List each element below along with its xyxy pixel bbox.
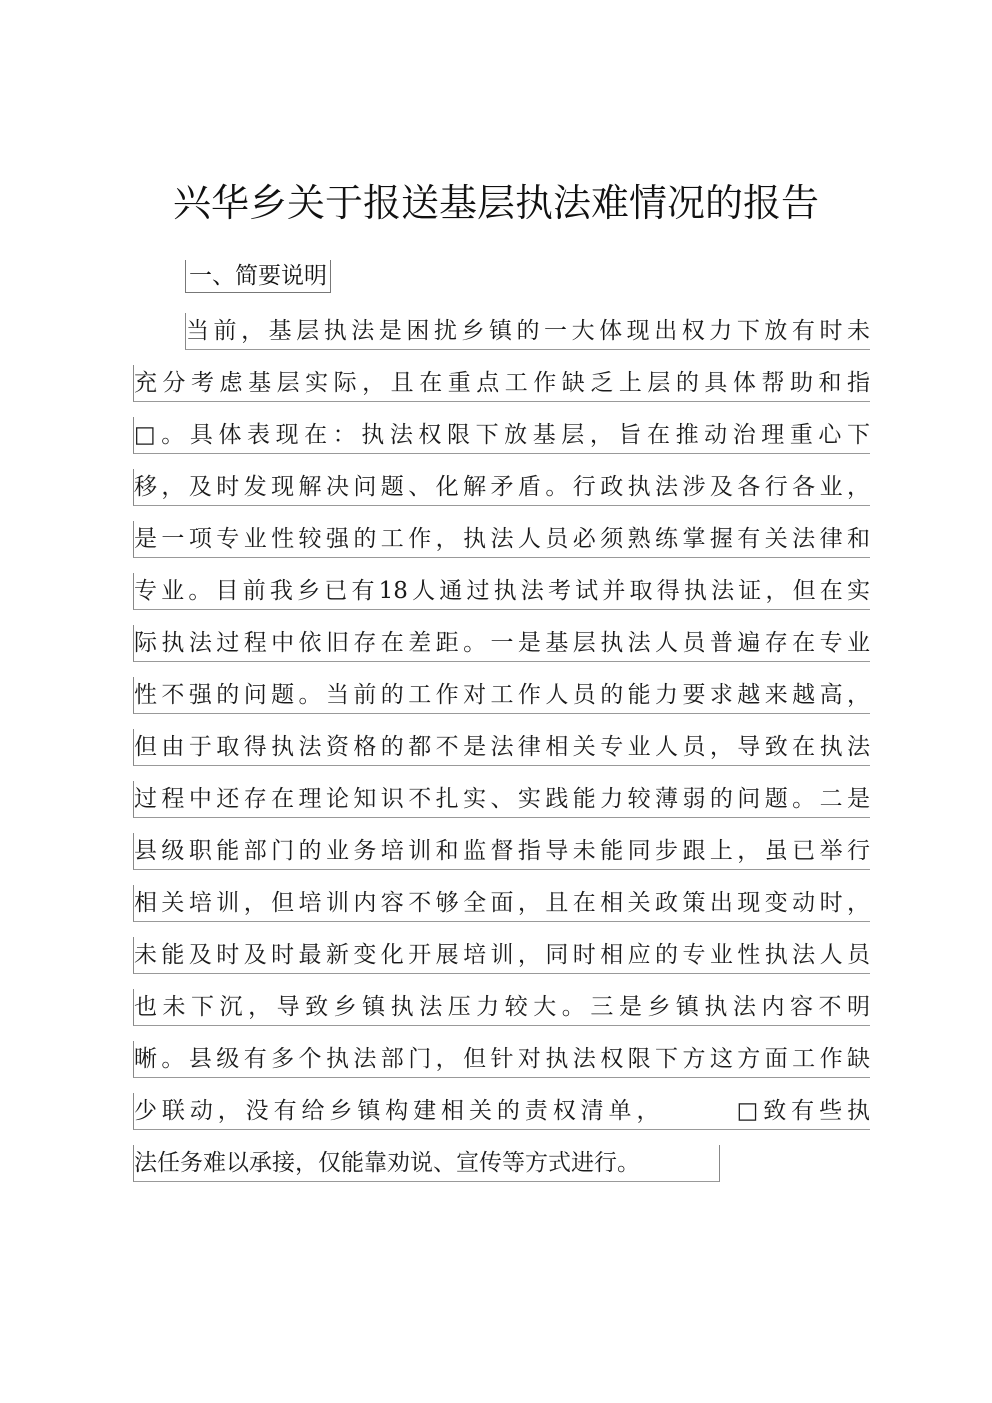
text-line: 相关培训，但培训内容不够全面，且在相关政策出现变动时， bbox=[133, 885, 870, 922]
text-line: 过程中还存在理论知识不扎实、实践能力较薄弱的问题。二是 bbox=[133, 781, 870, 818]
text-line: 充分考虑基层实际，且在重点工作缺乏上层的具体帮助和指 bbox=[133, 365, 870, 402]
text-line: 移，及时发现解决问题、化解矛盾。行政执法涉及各行各业， bbox=[133, 469, 870, 506]
text-line: 晰。县级有多个执法部门，但针对执法权限下方这方面工作缺 bbox=[133, 1041, 870, 1078]
text-line: 法任务难以承接，仅能靠劝说、宣传等方式进行。 bbox=[133, 1145, 720, 1182]
text-line: 少联动，没有给乡镇构建相关的责权清单， □致有些执 bbox=[133, 1093, 870, 1130]
text-line: 也未下沉，导致乡镇执法压力较大。三是乡镇执法内容不明 bbox=[133, 989, 870, 1026]
text-line: □。具体表现在：执法权限下放基层，旨在推动治理重心下 bbox=[133, 417, 870, 454]
text-line: 性不强的问题。当前的工作对工作人员的能力要求越来越高， bbox=[133, 677, 870, 714]
text-line: 当前，基层执法是困扰乡镇的一大体现出权力下放有时未 bbox=[185, 313, 870, 350]
section-heading: 一、简要说明 bbox=[185, 260, 331, 293]
text-line: 是一项专业性较强的工作，执法人员必须熟练掌握有关法律和 bbox=[133, 521, 870, 558]
text-line: 际执法过程中依旧存在差距。一是基层执法人员普遍存在专业 bbox=[133, 625, 870, 662]
document-title: 兴华乡关于报送基层执法难情况的报告 bbox=[172, 181, 819, 225]
text-line: 县级职能部门的业务培训和监督指导未能同步跟上，虽已举行 bbox=[133, 833, 870, 870]
text-line: 未能及时及时最新变化开展培训，同时相应的专业性执法人员 bbox=[133, 937, 870, 974]
text-line: 但由于取得执法资格的都不是法律相关专业人员，导致在执法 bbox=[133, 729, 870, 766]
text-line: 专业。目前我乡已有18人通过执法考试并取得执法证，但在实 bbox=[133, 573, 870, 610]
